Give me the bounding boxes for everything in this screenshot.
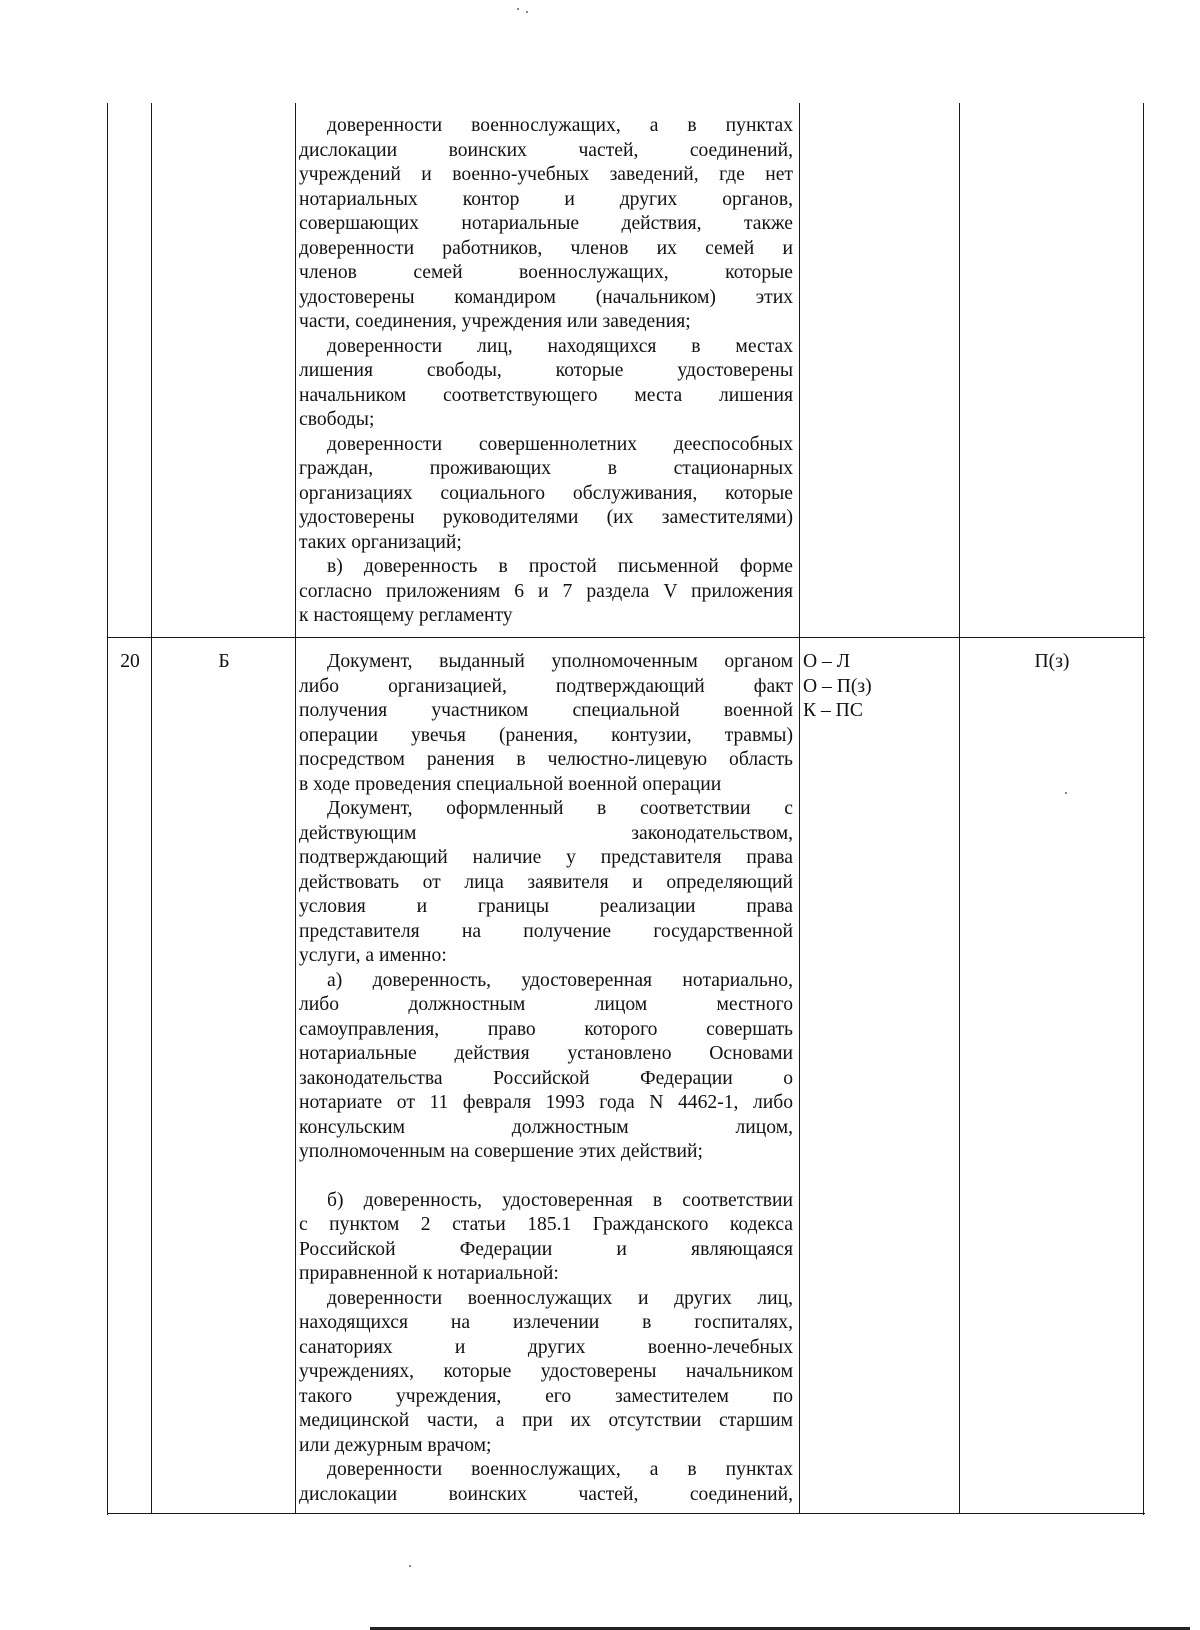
table-border-right	[1143, 103, 1144, 1515]
text-line: нотариальные действия установлено Основами	[299, 1043, 793, 1064]
text-line: действовать от лица заявителя и определяющий	[299, 871, 793, 893]
text-line: доверенности военнослужащих, а в пунктах	[327, 115, 793, 136]
text-line: находящихся на излечении в госпиталях,	[299, 1312, 793, 1333]
code-line: О – Л	[803, 651, 851, 672]
text-line: части, соединения, учреждения или заведения;	[299, 311, 691, 332]
text-line: консульским должностным лицом,	[299, 1116, 793, 1138]
text-line: Документ, оформленный в соответствии с	[327, 798, 793, 819]
text-line: получения участником специальной военной	[299, 700, 793, 721]
text-line: такого учреждения, его заместителем по	[299, 1385, 793, 1407]
paragraph-gap	[299, 1165, 793, 1189]
code-line: К – ПС	[803, 700, 863, 721]
text-line: а) доверенность, удостоверенная нотариально,	[327, 969, 793, 991]
column-divider-description	[799, 103, 800, 1513]
text-line: законодательства Российской Федерации о	[299, 1067, 793, 1089]
text-line: удостоверены командиром (начальником) этих	[299, 286, 793, 308]
text-line: дислокации воинских частей, соединений,	[299, 139, 793, 161]
table-border-bottom	[107, 1513, 1145, 1514]
text-line: в ходе проведения специальной военной операции	[299, 773, 722, 795]
text-line: учреждениях, которые удостоверены начальником	[299, 1361, 793, 1382]
scan-speck	[1065, 792, 1067, 794]
text-line: доверенности совершеннолетних дееспособных	[327, 433, 793, 455]
text-line: б) доверенность, удостоверенная в соответствии	[327, 1189, 793, 1211]
text-line: условия и границы реализации права	[299, 896, 793, 917]
text-line: доверенности военнослужащих, а в пунктах	[327, 1459, 793, 1480]
text-line: действующим законодательством,	[299, 822, 793, 844]
row-continued-description	[299, 114, 793, 629]
text-line: самоуправления, право которого совершать	[299, 1018, 793, 1040]
row-20-description	[299, 650, 793, 1507]
text-line: доверенности работников, членов их семей и	[299, 237, 793, 259]
column-divider-codes	[959, 103, 960, 1513]
text-line: начальником соответствующего места лишения	[299, 384, 793, 406]
text-line: либо организацией, подтверждающий факт	[299, 675, 793, 697]
text-line: подтверждающий наличие у представителя права	[299, 847, 793, 868]
text-line: совершающих нотариальные действия, также	[299, 213, 793, 234]
text-line: посредством ранения в челюстно-лицевую область	[299, 749, 793, 770]
text-line: согласно приложениям 6 и 7 раздела V приложения	[299, 580, 793, 602]
text-line: лишения свободы, которые удостоверены	[299, 360, 793, 381]
column-divider-number	[151, 103, 152, 1513]
text-line: Документ, выданный уполномоченным органом	[327, 651, 793, 672]
text-line: учреждений и военно-учебных заведений, где нет	[299, 164, 793, 185]
text-line: таких организаций;	[299, 531, 462, 553]
text-line: операции увечья (ранения, контузии, травмы)	[299, 724, 793, 746]
column-divider-category	[295, 103, 296, 1513]
row-20-codes	[803, 650, 953, 724]
row-category: Б	[218, 651, 230, 672]
text-line: граждан, проживающих в стационарных	[299, 458, 793, 479]
text-line: услуги, а именно:	[299, 945, 447, 966]
scan-speck	[409, 1565, 411, 1567]
text-line: либо должностным лицом местного	[299, 994, 793, 1015]
text-line: представителя на получение государственной	[299, 920, 793, 942]
text-line: или дежурным врачом;	[299, 1434, 492, 1456]
text-line: к настоящему регламенту	[299, 605, 513, 626]
scan-speck	[526, 11, 528, 13]
text-line: нотариате от 11 февраля 1993 года N 4462-1, либо	[299, 1092, 793, 1113]
table-border-left	[107, 103, 108, 1515]
text-line: в) доверенность в простой письменной форме	[327, 556, 793, 577]
text-line: членов семей военнослужащих, которые	[299, 262, 793, 283]
text-line: с пунктом 2 статьи 185.1 Гражданского кодекса	[299, 1214, 793, 1235]
text-line: Российской Федерации и являющаяся	[299, 1238, 793, 1260]
text-line: санаториях и других военно-лечебных	[299, 1336, 793, 1358]
text-line: доверенности военнослужащих и других лиц,	[327, 1287, 793, 1309]
scan-speck	[517, 8, 519, 10]
code-line: О – П(з)	[803, 675, 872, 697]
text-line: приравненной к нотариальной:	[299, 1263, 559, 1284]
text-line: организациях социального обслуживания, которые	[299, 482, 793, 504]
text-line: удостоверены руководителями (их заместителями)	[299, 507, 793, 528]
text-line: медицинской части, а при их отсутствии старшим	[299, 1410, 793, 1431]
text-line: дислокации воинских частей, соединений,	[299, 1483, 793, 1505]
row-number: 20	[120, 651, 140, 672]
text-line: доверенности лиц, находящихся в местах	[327, 335, 793, 357]
text-line: уполномоченным на совершение этих действий;	[299, 1141, 703, 1162]
text-line: свободы;	[299, 409, 375, 430]
row-20-result: П(з)	[1034, 651, 1070, 672]
text-line: нотариальных контор и других органов,	[299, 188, 793, 210]
row-separator	[107, 637, 1145, 638]
